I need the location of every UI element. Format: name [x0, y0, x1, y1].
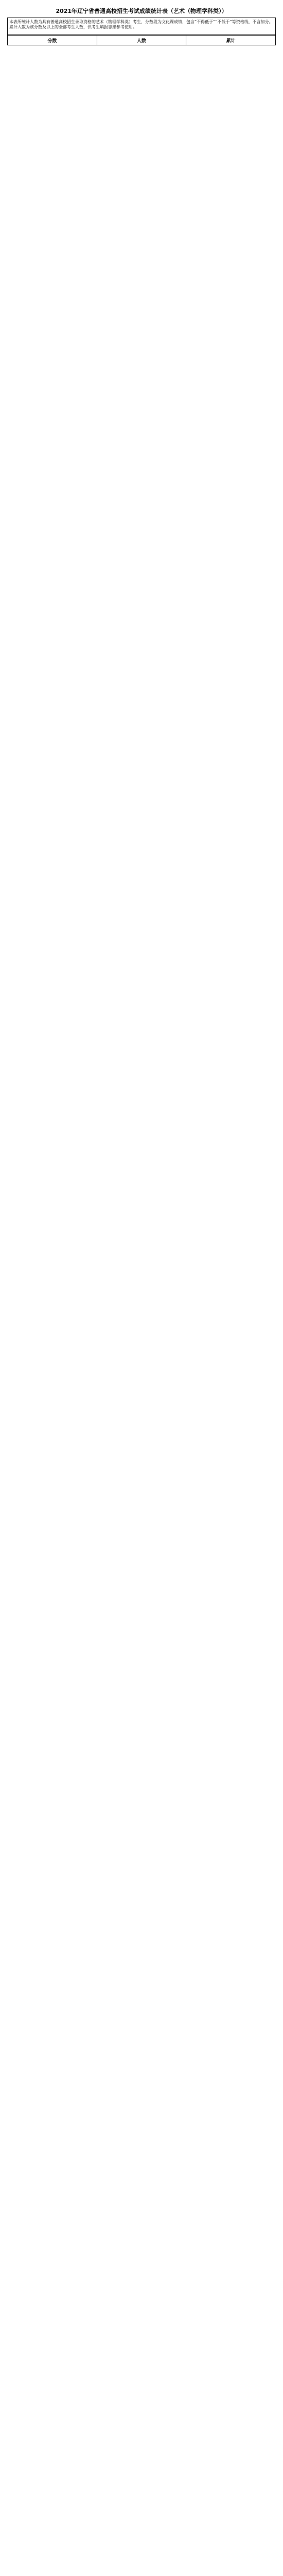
table-header-row	[8, 36, 276, 45]
explanatory-note: 本表所统计人数为具有普通高校招生录取资格的艺术（物理学科类）考生，分数段为文化课成绩，包含“不得低于”“不低于”等资格线，不含加分。累计人数为该分数及以上的全部考生人数，供考生填报志愿参考使用。	[7, 18, 276, 35]
score-distribution-table	[7, 35, 276, 45]
column-header-cumulative: 累计	[186, 36, 276, 45]
column-header-score: 分数	[8, 36, 97, 45]
score-table-page	[7, 0, 276, 45]
column-header-count: 人数	[97, 36, 186, 45]
page-title: 2021年辽宁省普通高校招生考试成绩统计表（艺术（物理学科类））	[56, 8, 227, 14]
